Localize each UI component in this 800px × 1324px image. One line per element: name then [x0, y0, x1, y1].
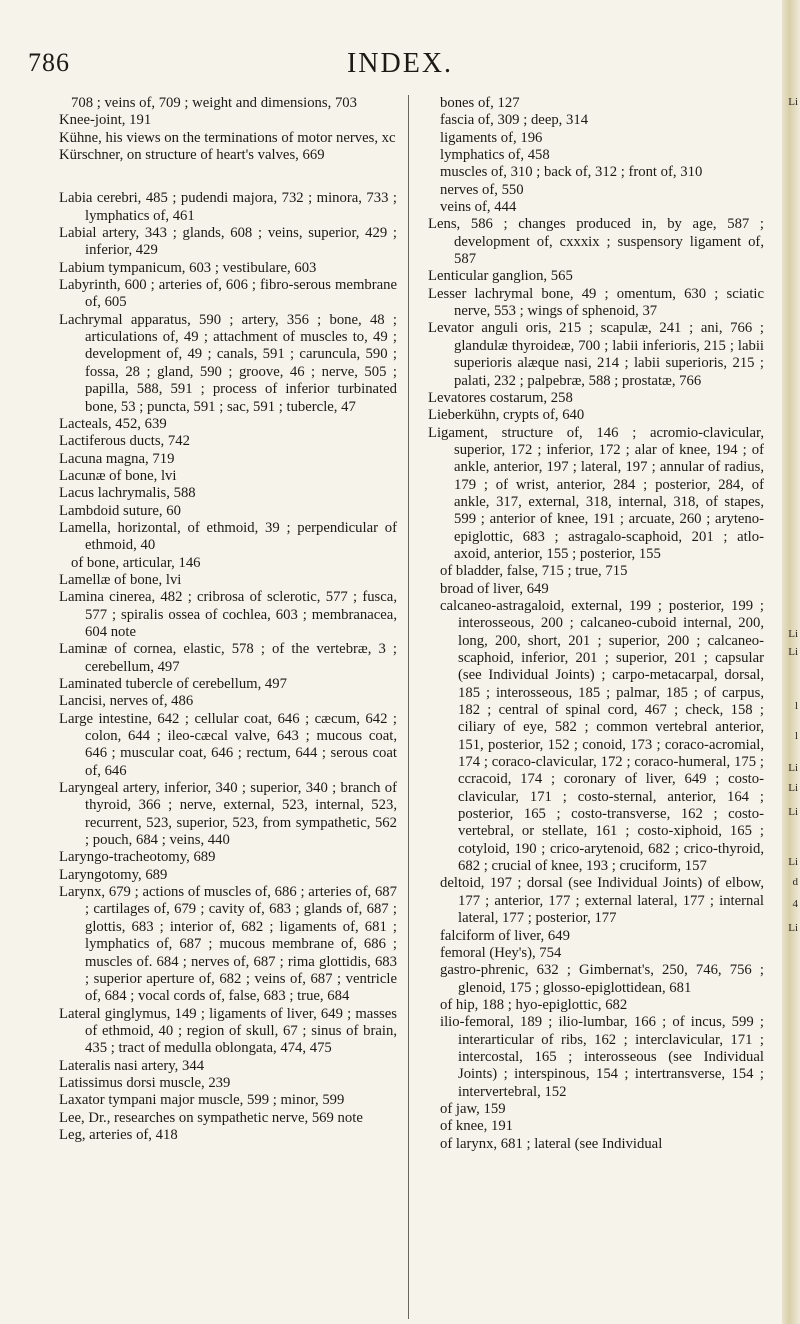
index-entry: Leg, arteries of, 418	[59, 1126, 178, 1143]
index-entry: Lambdoid suture, 60	[59, 502, 181, 519]
index-subentry: ilio-femoral, 189 ; ilio-lumbar, 166 ; of incus, 599 ; interarticular of ribs, 162 ; interclavicular, 171 ; intercostal, 165 ; interosseous (see Individual Joints) ; interspinous, 154 ; intertransverse, 154 ; intervertebral, 152	[440, 1014, 764, 1100]
page-number: 786	[28, 48, 70, 77]
index-subentry: deltoid, 197 ; dorsal (see Individual Joints) of elbow, 177 ; anterior, 177 ; external lateral, 177 ; internal lateral, 177 ; posterior, 177	[440, 875, 764, 927]
index-entry: Levatores costarum, 258	[428, 389, 573, 406]
index-entry: Lacus lachrymalis, 588	[59, 485, 196, 502]
index-subentry: of knee, 191	[440, 1118, 514, 1135]
index-subentry: falciform of liver, 649	[440, 927, 570, 944]
index-subentry: of larynx, 681 ; lateral (see Individual	[440, 1135, 663, 1152]
index-entry: Lieberkühn, crypts of, 640	[428, 407, 585, 424]
index-entry: Laryngo-tracheotomy, 689	[59, 849, 216, 866]
index-entry: Ligament, structure of, 146 ; acromio-clavicular, superior, 172 ; inferior, 172 ; alar of knee, 194 ; of ankle, anterior, 197 ; lateral, 197 ; annular of radius, 179 ; of wrist, anterior, 284 ; posterior, 284, of ankle, 317, external, 318, internal, 318, of stapes, 599 ; anterior of knee, 191 ; arcuate, 260 ; aryteno-epiglottic, 683 ; astragalo-scaphoid, 201 ; atlo-axoid, anterior, 155 ; posterior, 155	[428, 424, 764, 562]
edge-mark: Li	[788, 856, 798, 868]
running-head: INDEX.	[346, 48, 454, 79]
index-entry: Lateral ginglymus, 149 ; ligaments of liver, 649 ; masses of ethmoid, 40 ; region of skull, 67 ; sinus of brain, 435 ; tract of medulla oblongata, 474, 475	[59, 1005, 397, 1057]
index-subentry: muscles of, 310 ; back of, 312 ; front of, 310	[440, 164, 703, 181]
index-entry: Labium tympanicum, 603 ; vestibulare, 603	[59, 259, 317, 276]
index-entry: Labial artery, 343 ; glands, 608 ; veins, superior, 429 ; inferior, 429	[59, 225, 397, 259]
edge-mark: l	[794, 730, 798, 742]
column-divider	[408, 95, 409, 1319]
index-entry: Lancisi, nerves of, 486	[59, 693, 194, 710]
index-subentry: femoral (Hey's), 754	[440, 944, 562, 961]
index-column-right	[428, 95, 764, 1153]
edge-mark: d	[792, 876, 798, 888]
index-subentry: 708 ; veins of, 709 ; weight and dimensions, 703	[71, 95, 357, 111]
index-entry: Knee-joint, 191	[59, 112, 152, 129]
index-entry: Lamina cinerea, 482 ; cribrosa of sclerotic, 577 ; fusca, 577 ; spiralis ossea of cochlea, 603 ; membranacea, 604 note	[59, 589, 397, 640]
edge-mark: Li	[788, 782, 798, 794]
index-entry: Lamellæ of bone, lvi	[59, 571, 182, 588]
index-subentry: of bladder, false, 715 ; true, 715	[440, 563, 628, 580]
index-subentry: ligaments of, 196	[440, 129, 543, 146]
index-entry: Kürschner, on structure of heart's valves, 669	[59, 147, 325, 164]
index-entry: Lateralis nasi artery, 344	[59, 1057, 205, 1074]
index-entry: Latissimus dorsi muscle, 239	[59, 1074, 231, 1091]
index-entry: Large intestine, 642 ; cellular coat, 646 ; cæcum, 642 ; colon, 644 ; ileo-cæcal valve, 643 ; mucous coat, 646 ; muscular coat, 646 ; rectum, 644 ; serous coat of, 646	[59, 710, 397, 779]
index-subentry: calcaneo-astragaloid, external, 199 ; posterior, 199 ; interosseous, 200 ; calcaneo-cuboid internal, 200, long, 200, short, 201 ; superior, 200 ; calcaneo-scaphoid, inferior, 201 ; superior, 201 ; capsular (see Individual Joints) ; carpo-metacarpal, dorsal, 185 ; interosseous, 185 ; palmar, 185 ; of carpus, 182 ; central of spinal cord, 467 ; check, 158 ; ciliary of eye, 582 ; common vertebral anterior, 151, posterior, 152 ; conoid, 173 ; coraco-acromial, 174 ; coraco-clavicular, 172 ; coraco-humeral, 175 ; ccracoid, 174 ; coronary of liver, 649 ; costo-clavicular, 171 ; costo-sternal, anterior, 164 ; posterior, 165 ; costo-transverse, 162 ; costo-vertebral, or stellate, 161 ; costo-xiphoid, 165 ; cotyloid, 190 ; crico-arytenoid, 682 ; crico-thyroid, 682 ; crucial of knee, 193 ; cruciform, 157	[440, 597, 764, 875]
index-entry: Lamella, horizontal, of ethmoid, 39 ; perpendicular of ethmoid, 40	[59, 519, 397, 554]
index-entry: Laminated tubercle of cerebellum, 497	[59, 676, 287, 692]
index-subentry: gastro-phrenic, 632 ; Gimbernat's, 250, 746, 756 ; glenoid, 175 ; glosso-epiglottidean, 681	[440, 962, 764, 996]
index-subentry: veins of, 444	[440, 199, 517, 216]
edge-mark: Li	[788, 762, 798, 774]
index-entry: Lens, 586 ; changes produced in, by age, 587 ; development of, cxxxix ; suspensory ligament of, 587	[428, 216, 764, 268]
edge-mark: Li	[788, 806, 798, 818]
index-subentry: of hip, 188 ; hyo-epiglottic, 682	[440, 996, 628, 1013]
edge-mark: Li	[788, 922, 798, 934]
edge-mark: Li	[788, 96, 798, 108]
index-entry: Laryngotomy, 689	[59, 866, 168, 883]
edge-mark: l	[794, 700, 798, 712]
index-entry: Lacunæ of bone, lvi	[59, 467, 177, 484]
index-entry: Labia cerebri, 485 ; pudendi majora, 732 ; minora, 733 ; lymphatics of, 461	[59, 190, 397, 224]
edge-mark: Li	[788, 646, 798, 658]
index-subentry: of jaw, 159	[440, 1100, 506, 1117]
index-entry: Larynx, 679 ; actions of muscles of, 686 ; arteries of, 687 ; cartilages of, 679 ; cavity of, 683 ; glands of, 687 ; glottis, 683 ; interior of, 682 ; ligaments of, 681 ; lymphatics of, 687 ; mucous membrane of, 686 ; muscles of. 684 ; nerves of, 687 ; rima glottidis, 683 ; superior aperture of, 682 ; veins of, 687 ; ventricle of, 684 ; vocal cords of, false, 683 ; true, 684	[59, 884, 397, 1005]
index-entry: Laxator tympani major muscle, 599 ; minor, 599	[59, 1092, 345, 1109]
index-subentry: fascia of, 309 ; deep, 314	[440, 112, 589, 129]
index-entry: Lacteals, 452, 639	[59, 415, 167, 432]
index-subentry: bones of, 127	[440, 95, 520, 111]
index-entry: Labyrinth, 600 ; arteries of, 606 ; fibro-serous membrane of, 605	[59, 277, 397, 311]
index-entry: Lesser lachrymal bone, 49 ; omentum, 630 ; sciatic nerve, 553 ; wings of sphenoid, 37	[428, 285, 764, 320]
index-subentry: lymphatics of, 458	[440, 147, 550, 164]
index-entry: Levator anguli oris, 215 ; scapulæ, 241 ; ani, 766 ; glandulæ thyroideæ, 700 ; labii inferioris, 215 ; labii superioris alæque nasi, 214 ; labii superioris, 215 ; palati, 232 ; palpebræ, 588 ; prostatæ, 766	[428, 320, 764, 389]
index-entry: Laminæ of cornea, elastic, 578 ; of the vertebræ, 3 ; cerebellum, 497	[59, 641, 397, 675]
index-subentry: of bone, articular, 146	[71, 554, 201, 571]
edge-mark: 4	[792, 898, 798, 910]
index-entry: Lee, Dr., researches on sympathetic nerve, 569 note	[59, 1109, 363, 1126]
page-header	[0, 48, 800, 84]
index-subentry: broad of liver, 649	[440, 580, 549, 597]
adjacent-page-edge-text	[782, 0, 798, 1324]
index-entry: Lachrymal apparatus, 590 ; artery, 356 ; bone, 48 ; articulations of, 49 ; attachment of muscles to, 49 ; development of, 49 ; canals, 591 ; caruncula, 590 ; fossa, 28 ; gland, 590 ; groove, 46 ; nerve, 505 ; papilla, 588, 591 ; process of inferior turbinated bone, 53 ; puncta, 591 ; sac, 591 ; tubercle, 47	[59, 311, 397, 415]
index-entry: Lenticular ganglion, 565	[428, 268, 573, 285]
index-entry: Lactiferous ducts, 742	[59, 433, 190, 450]
index-subentry: nerves of, 550	[440, 181, 524, 198]
index-entry: Kühne, his views on the terminations of motor nerves, xc	[59, 129, 396, 146]
index-entry: Laryngeal artery, inferior, 340 ; superior, 340 ; branch of thyroid, 366 ; nerve, external, 523, internal, 523, recurrent, 523, superior, 523, from sympathetic, 562 ; pouch, 684 ; veins, 440	[59, 780, 397, 849]
index-entry: Lacuna magna, 719	[59, 450, 175, 467]
index-column-left	[59, 95, 397, 1144]
edge-mark: Li	[788, 628, 798, 640]
letter-section-gap	[59, 164, 397, 190]
